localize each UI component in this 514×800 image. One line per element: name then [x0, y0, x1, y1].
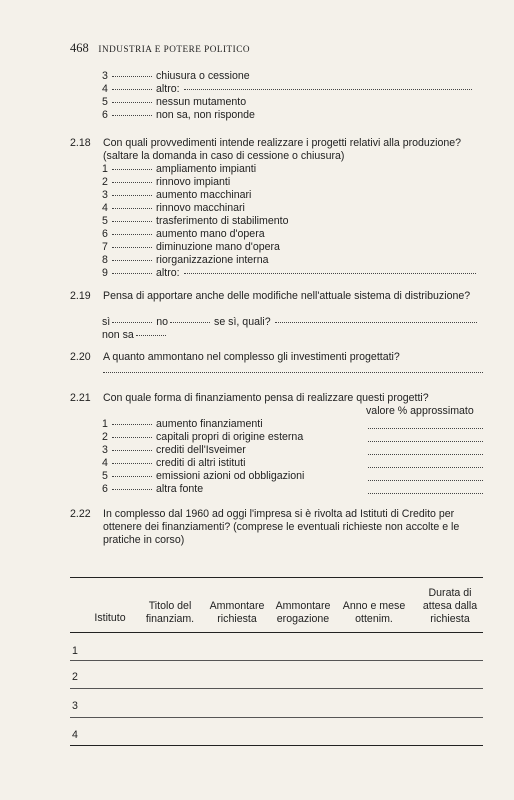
value-line [368, 493, 483, 494]
col-header-titolo: Titolo del finanziam. [145, 600, 195, 625]
table-row-number: 1 [72, 645, 78, 657]
table-row-rule [70, 660, 483, 661]
col-header-istituto: Istituto [94, 612, 126, 624]
question-text: In complesso dal 1960 ad oggi l'impresa si è rivolta ad Istituti di Credito per ottenere dei finanziamenti? (comprese le eventuali richieste non accolte e le pratiche in corso) [103, 508, 460, 546]
question-text: Pensa di apportare anche delle modifiche nell'attuale sistema di distribuzione? [103, 290, 471, 302]
answer-dotted-line [103, 372, 483, 373]
col-header-richiesta: Ammontare richiesta [209, 600, 265, 625]
option-row: 8 riorganizzazione interna [102, 254, 269, 266]
option-row: 6 aumento mano d'opera [102, 228, 265, 240]
running-header [70, 41, 250, 56]
option-row: 3 crediti dell'Isveimer [102, 444, 246, 456]
question-text: Con quale forma di finanziamento pensa di realizzare questi progetti? [103, 392, 429, 404]
question-number: 2.22 [70, 508, 91, 520]
answer-line: non sa [102, 329, 170, 342]
value-line [368, 428, 483, 429]
col-header-erogazione: Ammontare erogazione [275, 600, 331, 625]
value-line [368, 480, 483, 481]
question-number: 2.18 [70, 137, 91, 149]
table-top-rule [70, 577, 483, 578]
table-row-number: 2 [72, 671, 78, 683]
option-row: 4 crediti di altri istituti [102, 457, 246, 469]
question-number: 2.21 [70, 392, 91, 404]
table-row-rule [70, 717, 483, 718]
option-row: 5 emissioni azioni od obbligazioni [102, 470, 305, 482]
answer-line: sì no se sì, quali? [102, 316, 477, 329]
option-row: 5 trasferimento di stabilimento [102, 215, 289, 227]
question-text: A quanto ammontano nel complesso gli investimenti progettati? [103, 351, 400, 363]
option-row: 3 chiusura o cessione [102, 70, 250, 82]
option-row: 4 rinnovo macchinari [102, 202, 245, 214]
value-line [368, 441, 483, 442]
col-header-anno: Anno e mese ottenim. [342, 600, 406, 625]
question-number: 2.20 [70, 351, 91, 363]
option-row: 6 altra fonte [102, 483, 204, 495]
option-row: 1 ampliamento impianti [102, 163, 257, 175]
running-title: INDUSTRIA E POTERE POLITICO [98, 44, 250, 54]
table-row-number: 3 [72, 700, 78, 712]
value-line [368, 467, 483, 468]
option-row: 1 aumento finanziamenti [102, 418, 263, 430]
page-number: 468 [70, 41, 89, 55]
table-row-number: 4 [72, 729, 78, 741]
option-row: 5 nessun mutamento [102, 96, 247, 108]
value-line [368, 454, 483, 455]
column-header: valore % approssimato [366, 405, 474, 417]
option-row: 9 altro: [102, 267, 476, 280]
table-bottom-rule [70, 745, 483, 746]
table-row-rule [70, 688, 483, 689]
option-row: 6 non sa, non risponde [102, 109, 255, 121]
table-header-rule [70, 632, 483, 633]
option-row: 2 capitali propri di origine esterna [102, 431, 304, 443]
option-row: 2 rinnovo impianti [102, 176, 231, 188]
option-row: 4 altro: [102, 83, 472, 96]
option-row: 3 aumento macchinari [102, 189, 252, 201]
col-header-durata: Durata di attesa dalla richiesta [422, 587, 478, 625]
question-text: Con quali provvedimenti intende realizzare i progetti relativi alla produzione? (saltare la domanda in caso di cessione o chiusura) [103, 137, 462, 162]
question-number: 2.19 [70, 290, 91, 302]
option-row: 7 diminuzione mano d'opera [102, 241, 280, 253]
